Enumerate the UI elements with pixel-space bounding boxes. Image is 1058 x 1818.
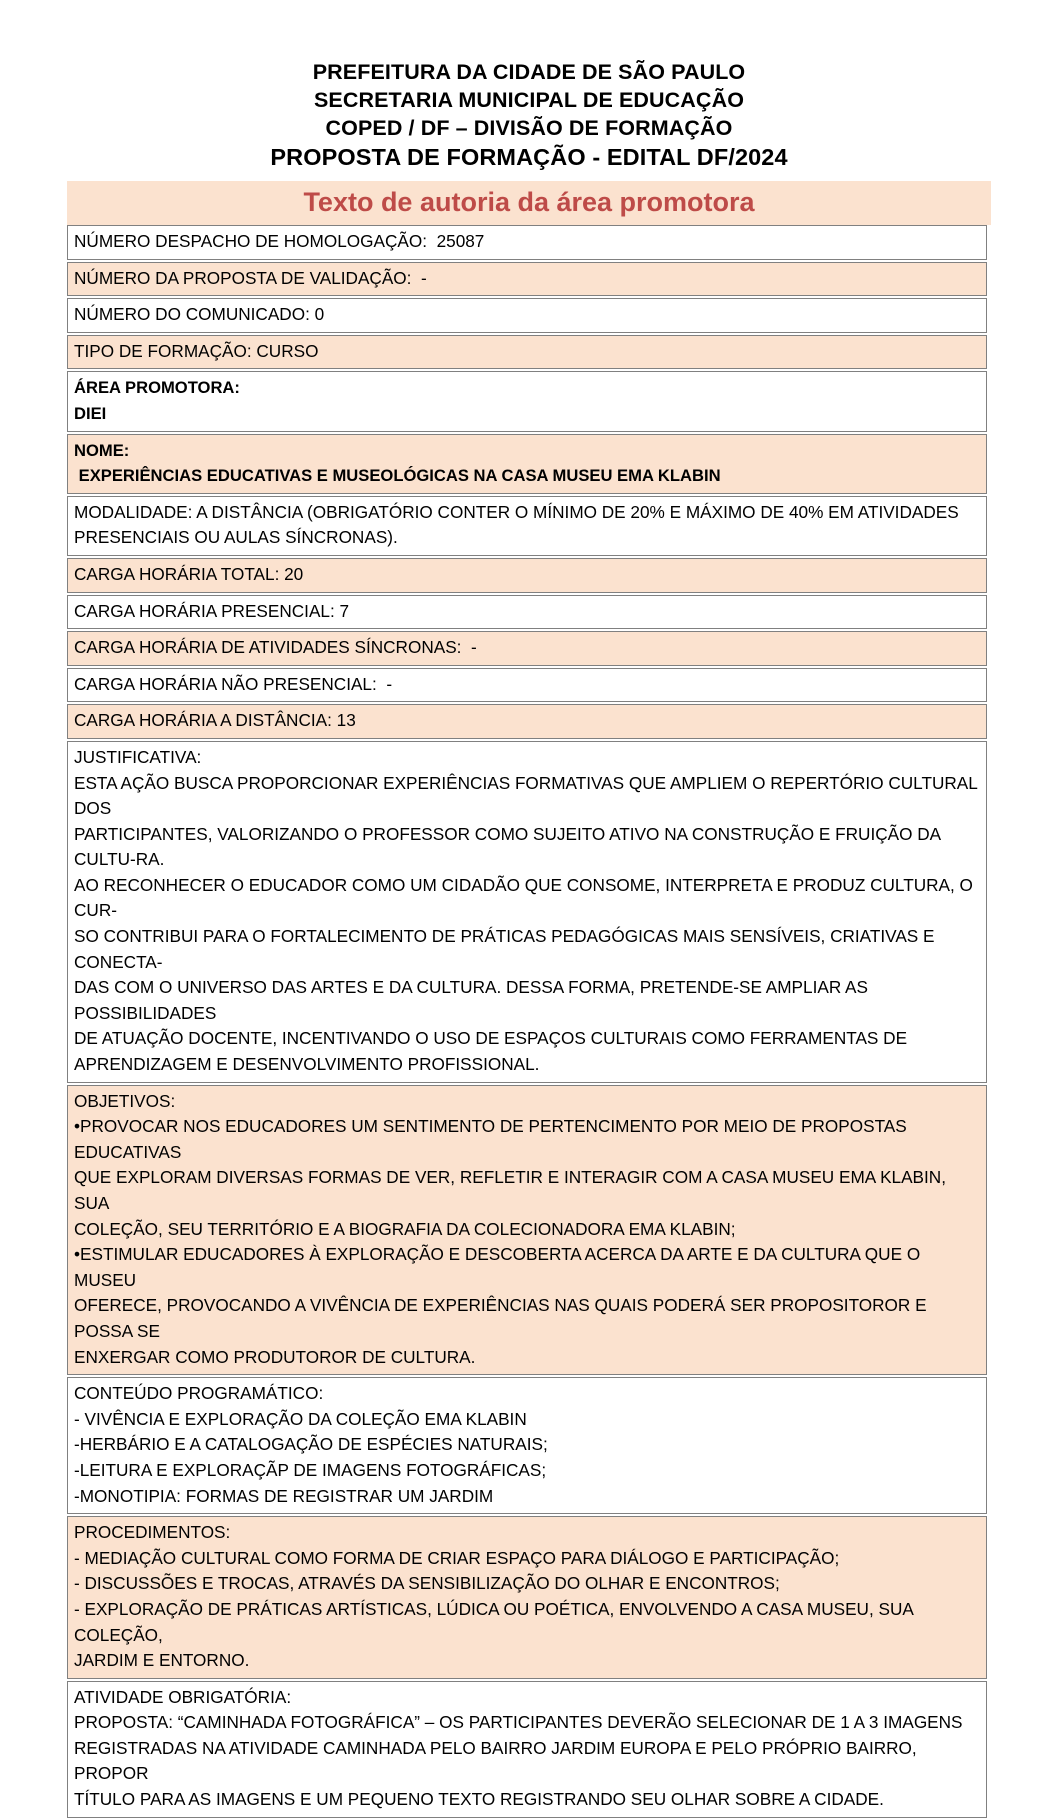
form-row-line: ATIVIDADE OBRIGATÓRIA: — [74, 1686, 292, 1707]
form-row-line: PRESENCIAIS OU AULAS SÍNCRONAS). — [74, 527, 398, 548]
form-row-line: NÚMERO DESPACHO DE HOMOLOGAÇÃO: 25087 — [74, 231, 485, 251]
form-row-line: NOME: — [74, 440, 130, 460]
form-row-line: CARGA HORÁRIA NÃO PRESENCIAL: - — [74, 673, 393, 694]
form-row-line: QUE EXPLORAM DIVERSAS FORMAS DE VER, REFLETIR E INTERAGIR COM A CASA MUSEU EMA KLABIN, SUA — [74, 1167, 951, 1213]
form-row-line: PROPOSTA: “CAMINHADA FOTOGRÁFICA” – OS PARTICIPANTES DEVERÃO SELECIONAR DE 1 A 3 IMAGENS — [74, 1712, 963, 1733]
form-row-line: DAS COM O UNIVERSO DAS ARTES E DA CULTURA. DESSA FORMA, PRETENDE-SE AMPLIAR AS POSSIBILIDADES — [74, 977, 873, 1023]
form-row-carga-horaria-a-distancia — [67, 704, 987, 739]
form-row-line: SO CONTRIBUI PARA O FORTALECIMENTO DE PRÁTICAS PEDAGÓGICAS MAIS SENSÍVEIS, CRIATIVAS E CONECTA- — [74, 926, 940, 972]
form-row-carga-horaria-nao-presencial — [67, 668, 987, 703]
form-row-objetivos — [67, 1085, 987, 1376]
form-row-nome — [67, 434, 987, 494]
form-row-line: COLEÇÃO, SEU TERRITÓRIO E A BIOGRAFIA DA COLECIONADORA EMA KLABIN; — [74, 1218, 736, 1239]
form-row-line: OBJETIVOS: — [74, 1090, 176, 1111]
form-row-carga-horaria-presencial — [67, 595, 987, 630]
form-row-line: CARGA HORÁRIA DE ATIVIDADES SÍNCRONAS: - — [74, 637, 477, 658]
form-row-line: CARGA HORÁRIA PRESENCIAL: 7 — [74, 600, 350, 621]
form-row-modalidade — [67, 496, 987, 556]
form-row-line: NÚMERO DA PROPOSTA DE VALIDAÇÃO: - — [74, 267, 427, 288]
proposal-form-table — [67, 181, 991, 1818]
header-line-coped: COPED / DF – DIVISÃO DE FORMAÇÃO — [325, 116, 733, 140]
form-row-line: DE ATUAÇÃO DOCENTE, INCENTIVANDO O USO DE ESPAÇOS CULTURAIS COMO FERRAMENTAS DE — [74, 1028, 908, 1049]
form-row-line: MODALIDADE: A DISTÂNCIA (OBRIGATÓRIO CONTER O MÍNIMO DE 20% E MÁXIMO DE 40% EM ATIVIDADES — [74, 501, 959, 522]
form-row-line: TÍTULO PARA AS IMAGENS E UM PEQUENO TEXTO REGISTRANDO SEU OLHAR SOBRE A CIDADE. — [74, 1789, 884, 1810]
form-row-line: NÚMERO DO COMUNICADO: 0 — [74, 304, 325, 325]
form-row-line: -HERBÁRIO E A CATALOGAÇÃO DE ESPÉCIES NATURAIS; — [74, 1434, 548, 1455]
form-row-line: TIPO DE FORMAÇÃO: CURSO — [74, 340, 319, 361]
form-row-area-promotora — [67, 371, 987, 431]
form-row-line: AO RECONHECER O EDUCADOR COMO UM CIDADÃO QUE CONSOME, INTERPRETA E PRODUZ CULTURA, O CUR- — [74, 874, 978, 921]
form-row-conteudo-programatico — [67, 1377, 987, 1514]
form-row-line: •ESTIMULAR EDUCADORES À EXPLORAÇÃO E DESCOBERTA ACERCA DA ARTE E DA CULTURA QUE O MUSEU — [74, 1244, 925, 1290]
form-row-line: ESTA AÇÃO BUSCA PROPORCIONAR EXPERIÊNCIAS FORMATIVAS QUE AMPLIEM O REPERTÓRIO CULTURAL DOS — [74, 772, 982, 819]
form-row-line: PARTICIPANTES, VALORIZANDO O PROFESSOR COMO SUJEITO ATIVO NA CONSTRUÇÃO E FRUIÇÃO DA CULTU-RA. — [74, 823, 945, 870]
form-rows-container — [67, 225, 991, 1818]
form-row-numero-despacho-homologacao — [67, 225, 987, 260]
form-row-atividade-obrigatoria — [67, 1681, 987, 1818]
form-row-line: REGISTRADAS NA ATIVIDADE CAMINHADA PELO BAIRRO JARDIM EUROPA E PELO PRÓPRIO BAIRRO, PROPOR — [74, 1737, 922, 1784]
form-row-line: -LEITURA E EXPLORAÇÃP DE IMAGENS FOTOGRÁFICAS; — [74, 1459, 547, 1480]
form-row-line: CONTEÚDO PROGRAMÁTICO: — [74, 1383, 324, 1404]
form-row-line: APRENDIZAGEM E DESENVOLVIMENTO PROFISSIONAL. — [74, 1054, 540, 1075]
form-row-carga-horaria-atividades-sincronas — [67, 631, 987, 666]
form-row-line: - DISCUSSÕES E TROCAS, ATRAVÉS DA SENSIBILIZAÇÃO DO OLHAR E ENCONTROS; — [74, 1573, 780, 1594]
document-header — [0, 0, 1058, 172]
form-row-line: •PROVOCAR NOS EDUCADORES UM SENTIMENTO DE PERTENCIMENTO POR MEIO DE PROPOSTAS EDUCATIVAS — [74, 1116, 912, 1162]
form-row-procedimentos — [67, 1516, 987, 1679]
form-row-line: EXPERIÊNCIAS EDUCATIVAS E MUSEOLÓGICAS NA CASA MUSEU EMA KLABIN — [74, 466, 721, 486]
form-row-line: -MONOTIPIA: FORMAS DE REGISTRAR UM JARDIM — [74, 1485, 494, 1506]
header-line-secretaria: SECRETARIA MUNICIPAL DE EDUCAÇÃO — [313, 88, 745, 112]
form-row-line: JUSTIFICATIVA: — [74, 746, 202, 767]
form-row-tipo-de-formacao — [67, 335, 987, 370]
header-line-proposta: PROPOSTA DE FORMAÇÃO - EDITAL DF/2024 — [270, 144, 788, 170]
form-row-justificativa — [67, 741, 987, 1083]
form-title-band: Texto de autoria da área promotora — [67, 181, 991, 225]
form-row-carga-horaria-total — [67, 558, 987, 593]
form-row-line: DIEI — [74, 403, 107, 423]
form-row-line: PROCEDIMENTOS: — [74, 1522, 231, 1543]
form-row-line: - EXPLORAÇÃO DE PRÁTICAS ARTÍSTICAS, LÚDICA OU POÉTICA, ENVOLVENDO A CASA MUSEU, SUA COLEÇÃO, — [74, 1598, 918, 1645]
form-row-line: ENXERGAR COMO PRODUTOROR DE CULTURA. — [74, 1346, 476, 1367]
form-row-line: - VIVÊNCIA E EXPLORAÇÃO DA COLEÇÃO EMA KLABIN — [74, 1408, 527, 1429]
form-row-line: - MEDIAÇÃO CULTURAL COMO FORMA DE CRIAR ESPAÇO PARA DIÁLOGO E PARTICIPAÇÃO; — [74, 1547, 840, 1568]
form-row-line: CARGA HORÁRIA TOTAL: 20 — [74, 563, 304, 584]
form-row-line: ÁREA PROMOTORA: — [74, 378, 240, 398]
form-row-line: CARGA HORÁRIA A DISTÂNCIA: 13 — [74, 710, 356, 731]
form-row-numero-proposta-validacao — [67, 262, 987, 297]
form-row-line: JARDIM E ENTORNO. — [74, 1650, 250, 1671]
header-line-prefeitura: PREFEITURA DA CIDADE DE SÃO PAULO — [312, 60, 746, 84]
form-row-line: OFERECE, PROVOCANDO A VIVÊNCIA DE EXPERIÊNCIAS NAS QUAIS PODERÁ SER PROPOSITOROR E POSSA SE — [74, 1295, 932, 1341]
form-row-numero-comunicado — [67, 298, 987, 333]
